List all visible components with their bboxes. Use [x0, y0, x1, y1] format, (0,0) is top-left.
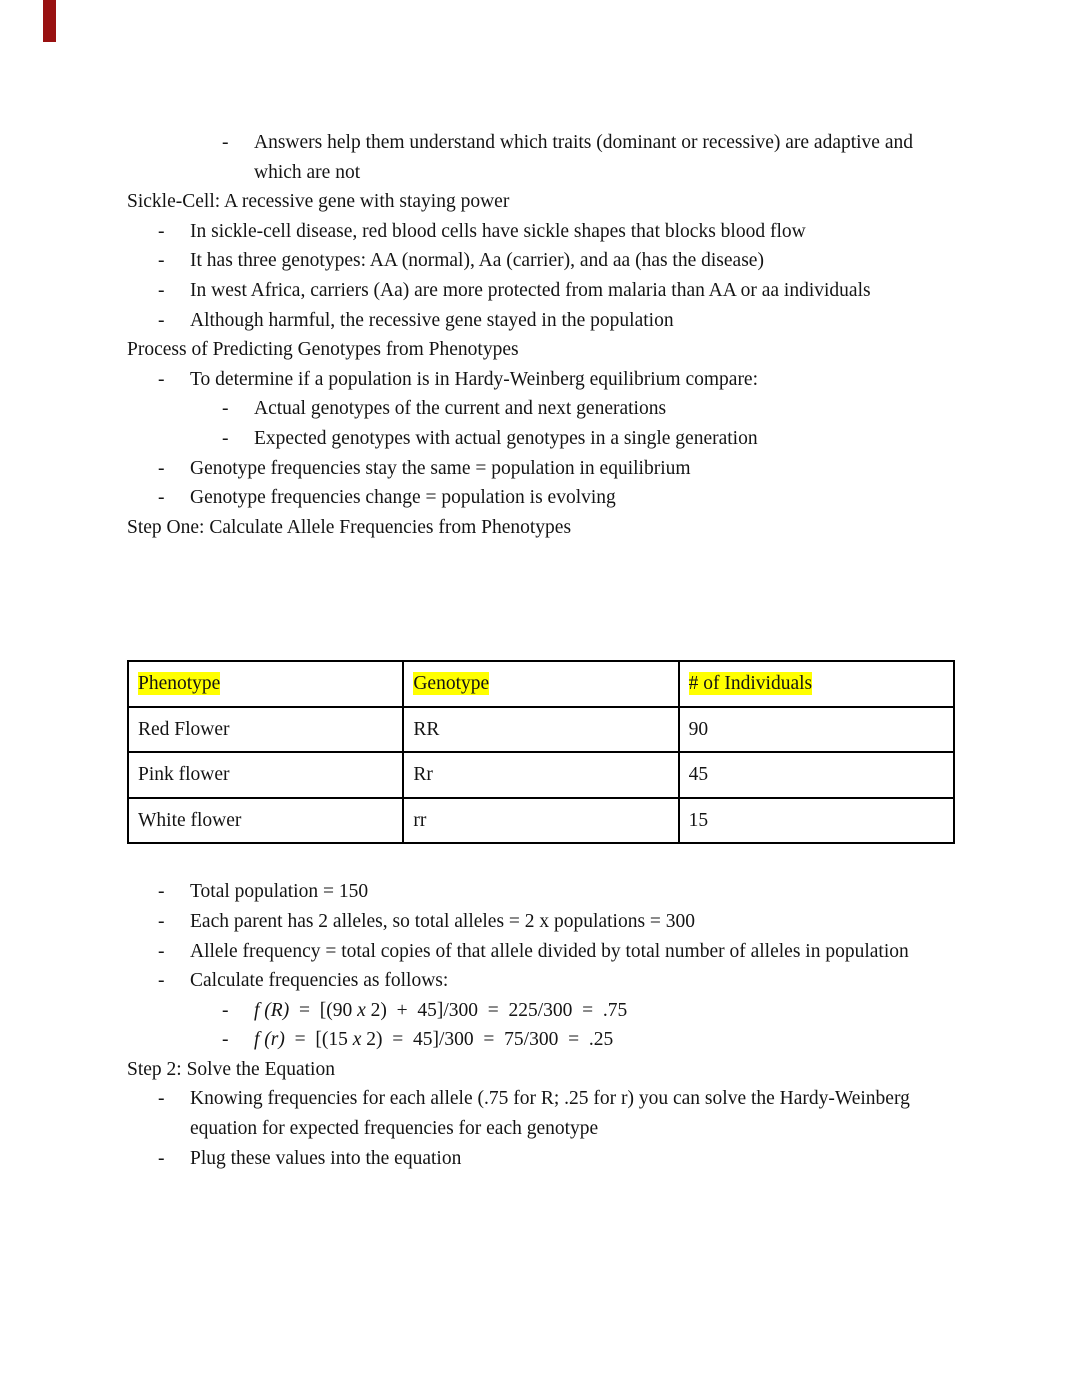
table-cell-count: 45 — [679, 752, 954, 798]
heading-step-2 — [127, 1055, 955, 1085]
table-row — [128, 752, 954, 798]
bullet-text: It has three genotypes: AA (normal), Aa (carrier), and aa (has the disease) — [190, 250, 764, 272]
bullet-text: Plug these values into the equation — [190, 1147, 462, 1169]
heading-text: Step One: Calculate Allele Frequencies from Phenotypes — [127, 516, 572, 538]
bullet-dash: - — [158, 1147, 165, 1169]
table-header-phenotype — [128, 661, 403, 707]
bullet-text: Answers help them understand which traits (dominant or recessive) are adaptive and which are not — [254, 132, 913, 183]
bullet-item — [127, 128, 955, 187]
bullet-item — [127, 877, 955, 907]
math-expression: = [(90 — [289, 999, 358, 1021]
table-cell-count: 15 — [679, 798, 954, 844]
heading-text: Sickle-Cell: A recessive gene with staying power — [127, 191, 510, 213]
bullet-item — [127, 937, 955, 967]
bullet-dash: - — [222, 1029, 229, 1051]
document-content — [127, 128, 955, 1173]
genotype-table — [127, 660, 955, 844]
bullet-text: Actual genotypes of the current and next generations — [254, 398, 667, 420]
highlighted-header-text: Phenotype — [138, 673, 221, 695]
bullet-text: Total population = 150 — [190, 881, 369, 903]
heading-sickle-cell — [127, 187, 955, 217]
table-cell-phenotype: White flower — [128, 798, 403, 844]
bullet-item — [127, 246, 955, 276]
bullet-text: Calculate frequencies as follows: — [190, 970, 449, 992]
math-times: x — [357, 999, 366, 1021]
bullet-item — [127, 1144, 955, 1174]
bullet-item — [127, 966, 955, 996]
bullet-dash: - — [158, 279, 165, 301]
table-header-row — [128, 661, 954, 707]
bullet-dash: - — [222, 999, 229, 1021]
bullet-item — [127, 483, 955, 513]
bullet-item — [127, 276, 955, 306]
bullet-text: Genotype frequencies change = population is evolving — [190, 487, 616, 509]
bullet-dash: - — [158, 250, 165, 272]
heading-process-predicting — [127, 335, 955, 365]
bullet-dash: - — [158, 881, 165, 903]
math-expression: 2) = 45]/300 = 75/300 = .25 — [361, 1029, 614, 1051]
bullet-dash: - — [222, 132, 229, 153]
math-text — [254, 1029, 613, 1050]
math-times: x — [352, 1029, 362, 1051]
bullet-dash: - — [158, 940, 165, 962]
bullet-text: Allele frequency = total copies of that allele divided by total number of alleles in population — [190, 940, 909, 962]
table-header-genotype — [403, 661, 678, 707]
bullet-dash: - — [158, 220, 165, 242]
bullet-item — [127, 907, 955, 937]
bullet-dash: - — [158, 457, 165, 479]
math-variable: f (R) — [254, 999, 290, 1021]
bullet-dash: - — [158, 368, 165, 390]
bullet-text: Expected genotypes with actual genotypes in a single generation — [254, 427, 758, 449]
bullet-text: In west Africa, carriers (Aa) are more protected from malaria than AA or aa individuals — [190, 279, 871, 301]
bullet-dash: - — [222, 427, 229, 449]
bullet-text: In sickle-cell disease, red blood cells have sickle shapes that blocks blood flow — [190, 220, 806, 242]
bullet-dash: - — [158, 487, 165, 509]
table-cell-genotype: RR — [403, 707, 678, 753]
highlighted-header-text: # of Individuals — [688, 673, 813, 695]
heading-text: Step 2: Solve the Equation — [127, 1058, 335, 1080]
table-cell-phenotype: Red Flower — [128, 707, 403, 753]
bullet-text: To determine if a population is in Hardy-Weinberg equilibrium compare: — [190, 368, 759, 390]
heading-text: Process of Predicting Genotypes from Phenotypes — [127, 339, 519, 361]
bullet-dash: - — [158, 910, 165, 932]
math-line-f-r — [127, 1025, 955, 1055]
bullet-text: Although harmful, the recessive gene stayed in the population — [190, 309, 674, 331]
math-variable: f (r) — [254, 1029, 285, 1051]
bullet-item — [127, 1084, 955, 1143]
math-text — [254, 1000, 627, 1021]
table-header-individuals — [679, 661, 954, 707]
corner-marker — [43, 0, 56, 42]
highlighted-header-text: Genotype — [413, 673, 490, 695]
bullet-text: Genotype frequencies stay the same = population in equilibrium — [190, 457, 691, 479]
bullet-dash: - — [158, 970, 165, 992]
math-expression: = [(15 — [284, 1029, 353, 1051]
table-cell-count: 90 — [679, 707, 954, 753]
table-cell-phenotype: Pink flower — [128, 752, 403, 798]
bullet-item — [127, 306, 955, 336]
math-expression: 2) + 45]/300 = 225/300 = .75 — [365, 999, 628, 1021]
bullet-text: Knowing frequencies for each allele (.75 for R; .25 for r) you can solve the Hardy-Weinberg equation for expected frequencies for each genotype — [190, 1088, 910, 1140]
bullet-item — [127, 217, 955, 247]
table-row — [128, 798, 954, 844]
bullet-dash: - — [222, 398, 229, 420]
table-cell-genotype: Rr — [403, 752, 678, 798]
post-table-section — [127, 877, 955, 1173]
bullet-dash: - — [158, 309, 165, 331]
table-cell-genotype: rr — [403, 798, 678, 844]
heading-step-one — [127, 513, 955, 543]
bullet-item — [127, 454, 955, 484]
bullet-dash: - — [158, 1088, 165, 1110]
bullet-item — [127, 424, 955, 454]
table-row — [128, 707, 954, 753]
bullet-item — [127, 365, 955, 395]
bullet-text: Each parent has 2 alleles, so total alleles = 2 x populations = 300 — [190, 910, 696, 932]
math-line-f-R — [127, 996, 955, 1026]
bullet-item — [127, 394, 955, 424]
